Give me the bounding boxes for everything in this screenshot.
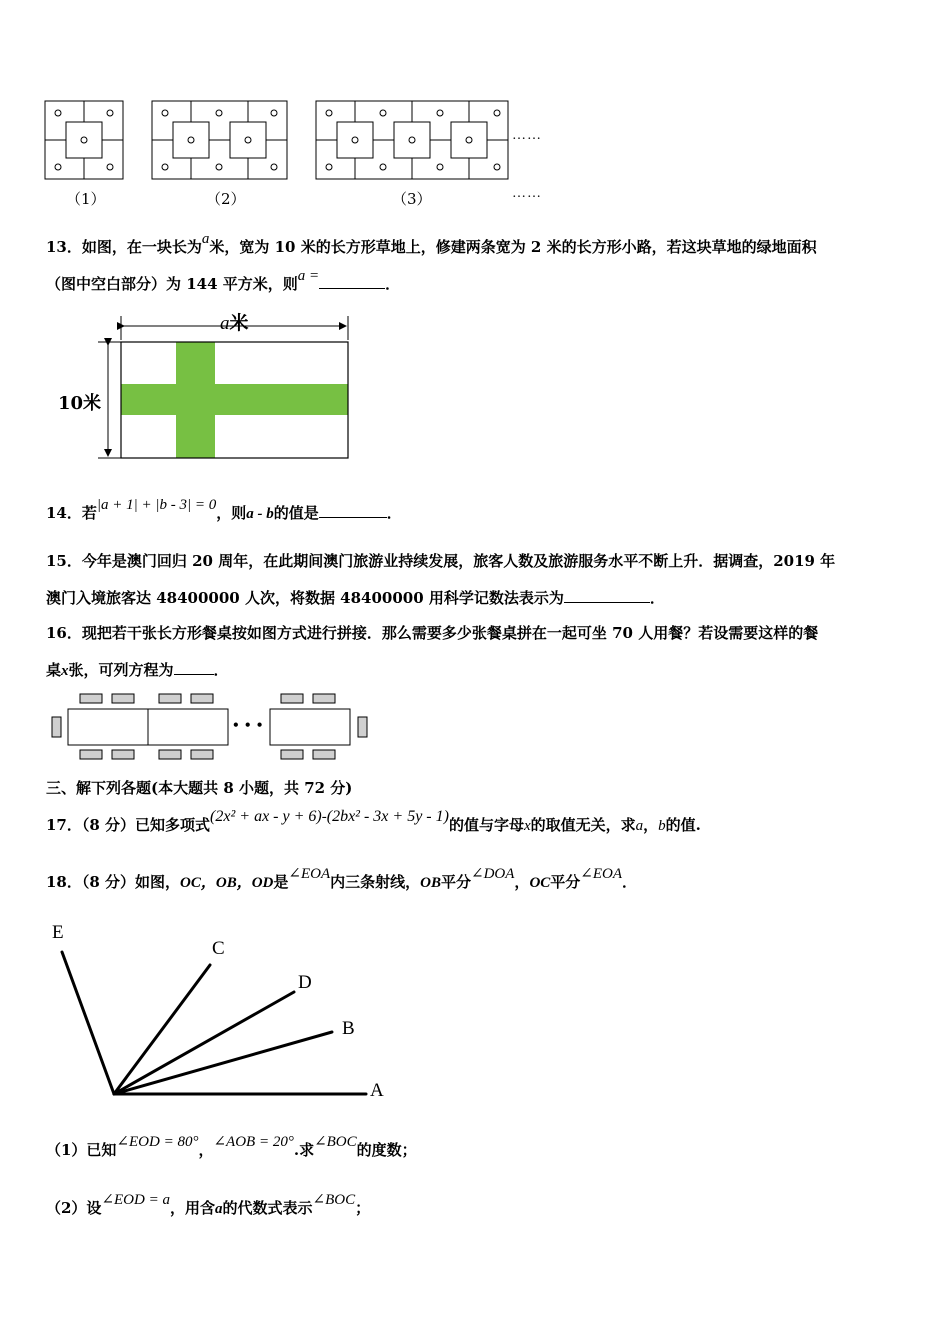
label-A: A	[370, 1080, 384, 1101]
q15-line1: 15．今年是澳门回归 20 周年，在此期间澳门旅游业持续发展，旅客人数及旅游服务水平不断上升．据调查，2019 年	[46, 552, 836, 570]
q14: 14．若|a + 1| + |b - 3| = 0，则a - b的值是 ．	[46, 497, 402, 522]
tables-figure	[40, 688, 380, 768]
road-vertical	[176, 342, 215, 458]
q13-line1: 13．如图，在一块长为a米，宽为 10 米的长方形草地上，修建两条宽为 2 米的长方形小路，若这块草地的绿地面积	[46, 231, 817, 256]
pattern-figures	[40, 95, 560, 215]
q16-line1: 16．现把若干张长方形餐桌按如图方式进行拼接．那么需要多少张餐桌拼在一起可坐 70 人用餐？若设需要这样的餐	[46, 624, 819, 642]
fig12-ellipsis-right: ……	[512, 128, 542, 143]
q18-sub2: （2）设∠EOD = a，用含a的代数式表示∠BOC；	[46, 1192, 371, 1217]
section-title: 三、解下列各题(本大题共 8 小题，共 72 分)	[46, 779, 353, 797]
q16-line2: 桌x张，可列方程为 ．	[46, 661, 229, 679]
fig12-label-1: （1）	[66, 190, 106, 208]
q18: 18．（8 分）如图，OC，OB，OD是∠EOA内三条射线，OB平分∠DOA，OC平分∠EOA．	[46, 866, 638, 891]
label-C: C	[212, 938, 225, 959]
q15-line2: 澳门入境旅客达 48400000 人次，将数据 48400000 用科学记数法表示为 ．	[46, 589, 665, 607]
answer-blank[interactable]	[564, 588, 650, 603]
tables-ellipsis: • • •	[232, 718, 264, 732]
poly-1: (2x² + ax - y + 6)	[210, 808, 322, 825]
answer-blank[interactable]	[174, 660, 214, 675]
label-D: D	[298, 972, 312, 993]
lawn-length-label: a米	[220, 312, 249, 334]
fig12-label-2: （2）	[206, 190, 246, 208]
q18-sub1: （1）已知∠EOD = 80°，∠AOB = 20°.求∠BOC的度数；	[46, 1134, 417, 1159]
poly-2: (2bx² - 3x + 5y - 1)	[326, 808, 449, 825]
label-E: E	[52, 922, 64, 943]
q13-line2: （图中空白部分）为 144 平方米，则a = ．	[46, 268, 401, 293]
answer-blank[interactable]	[319, 274, 385, 289]
road-horizontal	[121, 384, 348, 415]
ray-OE	[62, 952, 114, 1094]
fig12-ellipsis-below: ……	[512, 186, 542, 201]
label-B: B	[342, 1018, 355, 1039]
ray-OC	[114, 965, 210, 1094]
ray-OB	[114, 1032, 332, 1094]
ray-OD	[114, 992, 294, 1094]
fig12-label-3: （3）	[392, 190, 432, 208]
answer-blank[interactable]	[319, 503, 387, 518]
q17: 17．（8 分）已知多项式(2x² + ax - y + 6)-(2bx² - 3x + 5y - 1)的值与字母x的取值无关，求a，b的值.	[46, 808, 701, 834]
var-a: a	[201, 231, 210, 247]
abs-expression: |a + 1| + |b - 3| = 0	[96, 497, 217, 513]
lawn-width-label: 10米	[58, 393, 102, 414]
